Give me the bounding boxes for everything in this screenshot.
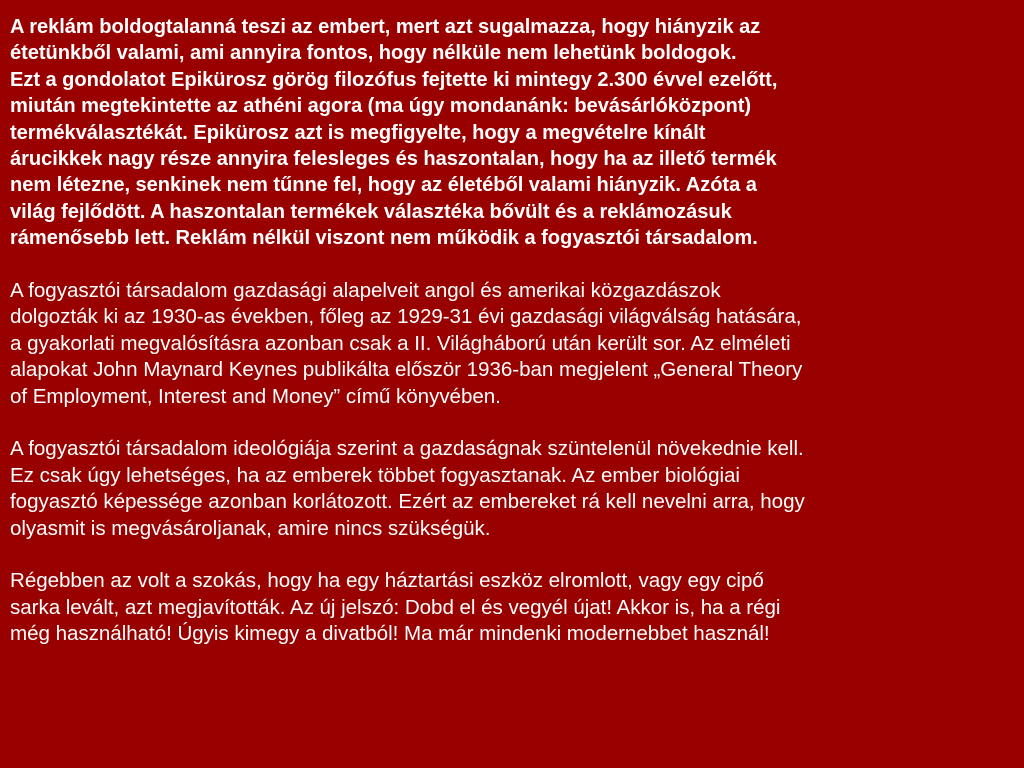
paragraph-advertising-epicurus: A reklám boldogtalanná teszi az embert, mert azt sugalmazza, hogy hiányzik az étetünkből valami, ami annyira fontos, hogy nélküle nem lehetünk boldogok. Ezt a gondolatot Epikürosz görög filozófus fejtette ki mintegy 2.300 évvel ezelőtt, miután megtekintette az athéni agora (ma úgy mondanánk: bevásárlóközpont) termékválasztékát. Epikürosz azt is megfigyelte, hogy a megvételre kínált árucikkek nagy része annyira felesleges és haszontalan, hogy ha az illető termék nem létezne, senkinek nem tűnne fel, hogy az életéből valami hiányzik. Azóta a világ fejlődött. A haszontalan termékek választéka bővült és a reklámozásuk rámenősebb lett. Reklám nélkül viszont nem működik a fogyasztói társadalom. bbox=[10, 16, 778, 250]
paragraph-consumer-society-origins: A fogyasztói társadalom gazdasági alapelveit angol és amerikai közgazdászok dolgozták ki az 1930-as években, főleg az 1929-31 évi gazdasági világválság hatására, a gyakorlati megvalósításra azonban csak a II. Világháború után került sor. Az elméleti alapokat John Maynard Keynes publikálta először 1936-ban megjelent „General Theory of Employment, Interest and Money” című könyvében. bbox=[10, 279, 803, 408]
paragraph-consumer-society-ideology: A fogyasztói társadalom ideológiája szerint a gazdaságnak szüntelenül növekednie kell. Ez csak úgy lehetséges, ha az emberek többet fogyasztanak. Az ember biológiai fogyasztó képessége azonban korlátozott. Ezért az embereket rá kell nevelni arra, hogy olyasmit is megvásároljanak, amire nincs szükségük. bbox=[10, 437, 805, 540]
paragraph-throwaway-culture: Régebben az volt a szokás, hogy ha egy háztartási eszköz elromlott, vagy egy cipő sarka levált, azt megjavították. Az új jelszó: Dobd el és vegyél újat! Akkor is, ha a régi még használható! Úgyis kimegy a divatból! Ma már mindenki modernebbet használ! bbox=[10, 569, 781, 646]
slide-text-body bbox=[10, 14, 1018, 648]
